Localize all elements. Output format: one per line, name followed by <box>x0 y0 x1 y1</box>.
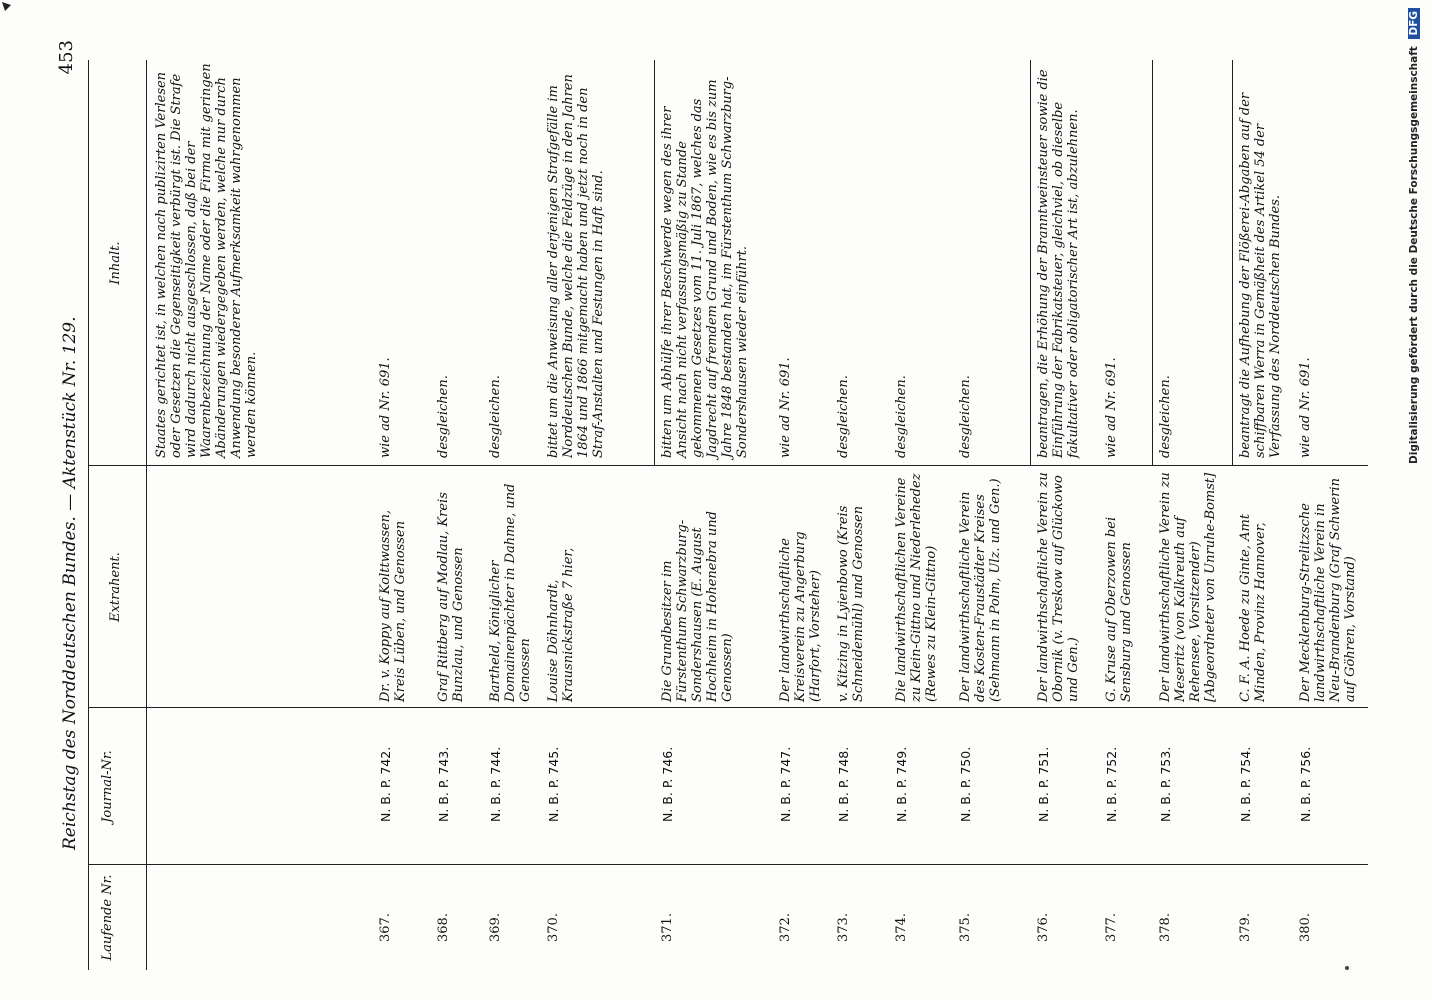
row-journal-nr: N. B. P. 751. <box>1036 746 1051 822</box>
watermark-strip <box>1408 8 1426 998</box>
row-extrahent: Die landwirthschaftlichen Vereine zu Klein-Gittno und Niederlehedez (Rewes zu Klein-Gittno) <box>894 473 939 702</box>
row-inhalt-verb: wie ad Nr. 691. <box>378 357 393 458</box>
row-number: 368. <box>436 913 451 942</box>
row-inhalt-text: um Abhülfe ihrer Beschwerde wegen des ihrer Ansicht nach nicht verfassungsmäßig zu Stande gekommenen Gesetzes vom 11. Juli 1867, welches das Jagdrecht auf fremdem Grund und Boden, wie es bis zum Jahre 1848 bestanden hat, im Fürstenthum Schwarzburg-Sondershausen wieder einführt. <box>660 76 750 458</box>
row-inhalt-verb: wie ad Nr. 691. <box>1298 357 1313 458</box>
dfg-logo: DFG <box>1408 8 1420 39</box>
row-extrahent: Der Mecklenburg-Strelitzsche landwirthschaftliche Verein in Neu-Brandenburg (Graf Schwerin auf Göhren, Vorstand) <box>1298 478 1358 702</box>
row-extrahent: Der landwirthschaftliche Verein zu Meseritz (von Kalkreuth auf Rehensee, Vorsitzender) [Abgeordneter von Unruhe-Bomst] <box>1158 472 1218 702</box>
row-journal-nr: N. B. P. 749. <box>894 746 909 822</box>
row-rule <box>1030 60 1031 466</box>
row-number: 370. <box>546 913 561 942</box>
col-divider-1 <box>88 864 1368 865</box>
table-top-rule <box>88 60 89 970</box>
row-rule <box>1152 60 1153 466</box>
petition-table <box>88 60 1368 970</box>
row-inhalt-text: die Erhöhung der Branntweinsteuer sowie die Einführung der Fabrikatsteuer, gleichviel, ob dieselbe fakultativer oder obligatorischer Art ist, abzulehnen. <box>1036 69 1081 458</box>
row-inhalt-text: die Aufhebung der Flößerei-Abgaben auf der schiffbaren Werra in Gemäßheit des Artikel 54 der Verfassung des Norddeutschen Bundes. <box>1238 92 1283 458</box>
row-journal-nr: N. B. P. 742. <box>378 746 393 822</box>
page-header <box>56 40 86 940</box>
row-number: 380. <box>1298 913 1313 942</box>
row-journal-nr: N. B. P. 756. <box>1298 746 1313 822</box>
colhead-extrahent: Extrahent. <box>108 552 123 622</box>
row-inhalt <box>488 58 503 458</box>
colhead-journal-nr: Journal-Nr. <box>100 750 115 823</box>
row-inhalt-verb: beantragen, <box>1036 378 1051 458</box>
row-extrahent: Der landwirthschaftliche Kreisverein zu Angerburg (Harfort, Vorsteher) <box>778 531 823 702</box>
row-inhalt <box>778 58 793 458</box>
row-inhalt <box>1036 58 1081 458</box>
row-extrahent: Die Grundbesitzer im Fürstenthum Schwarzburg-Sondershausen (E. August Hochheim in Hohenebra und Genossen) <box>660 511 735 702</box>
row-journal-nr: N. B. P. 746. <box>660 746 675 822</box>
row-extrahent: Der landwirthschaftliche Verein des Kosten-Fraustädter Kreises (Sehmann in Polm, Ulz. und Gen.) <box>958 478 1003 702</box>
row-inhalt-verb: desgleichen. <box>436 375 451 458</box>
row-extrahent: Der landwirthschaftliche Verein zu Obornik (v. Treskow auf Glückowo und Gen.) <box>1036 472 1081 702</box>
row-inhalt <box>1298 58 1313 458</box>
row-journal-nr: N. B. P. 750. <box>958 746 973 822</box>
row-journal-nr: N. B. P. 754. <box>1238 746 1253 822</box>
row-number: 371. <box>660 913 675 942</box>
row-journal-nr: N. B. P. 745. <box>546 746 561 822</box>
row-extrahent: C. F. A. Hoede zu Ginte, Amt Minden, Provinz Hannover, <box>1238 513 1268 702</box>
colhead-inhalt: Inhalt. <box>108 241 123 285</box>
row-extrahent: Bartheld, Königlicher Domainenpächter in Dahme, und Genossen <box>488 483 533 702</box>
row-inhalt <box>894 58 909 458</box>
row-inhalt-verb: bittet <box>546 422 561 458</box>
row-rule <box>654 60 655 466</box>
row-journal-nr: N. B. P. 744. <box>488 746 503 822</box>
row-inhalt-verb: beantragt <box>1238 393 1253 458</box>
row-journal-nr: N. B. P. 743. <box>436 746 451 822</box>
row-extrahent: Dr. v. Koppy auf Kolttwassen, Kreis Lüben, und Genossen <box>378 509 408 702</box>
colhead-laufende-nr: Laufende Nr. <box>100 874 115 961</box>
row-inhalt <box>958 58 973 458</box>
row-number: 376. <box>1036 913 1051 942</box>
row-inhalt-verb: desgleichen. <box>1158 375 1173 458</box>
row-inhalt-verb: bitten <box>660 419 675 458</box>
row-extrahent: Graf Rittberg auf Modlau, Kreis Bunzlau, und Genossen <box>436 492 466 702</box>
row-inhalt-verb: desgleichen. <box>836 375 851 458</box>
row-number: 367. <box>378 913 393 942</box>
row-inhalt-verb: wie ad Nr. 691. <box>1104 357 1119 458</box>
row-inhalt <box>436 58 451 458</box>
page-number: 453 <box>56 40 77 75</box>
watermark-text <box>1408 8 1426 998</box>
row-journal-nr: N. B. P. 753. <box>1158 746 1173 822</box>
row-inhalt <box>546 58 606 458</box>
watermark-caption: Digitalisierung gefördert durch die Deutsche Forschungsgemeinschaft <box>1408 46 1420 464</box>
continuation-text: Staates gerichtet ist, in welchen nach publizirten Verlesen oder Gesetzen die Gegenseitigkeit verbürgt ist. Die Strafe wird dadurch nicht ausgeschlossen, daß bei der Waarenbezeichnung der Name oder die Firma mit geringen Abänderungen wiedergegeben werden, welche nur durch Anwendung besonderer Aufmerksamkeit wahrgenommen werden können. <box>154 63 259 458</box>
row-number: 375. <box>958 913 973 942</box>
row-extrahent: v. Kitzing in Lyienbowo (Kreis Schneidemühl) und Genossen <box>836 505 866 702</box>
row-inhalt-verb: desgleichen. <box>488 375 503 458</box>
row-journal-nr: N. B. P. 747. <box>778 746 793 822</box>
row-inhalt-verb: wie ad Nr. 691. <box>778 357 793 458</box>
row-extrahent: Louise Döhnhardt, Krausnickstraße 7 hier, <box>546 547 576 702</box>
row-number: 379. <box>1238 913 1253 942</box>
row-inhalt <box>836 58 851 458</box>
row-inhalt <box>660 58 750 458</box>
col-divider-2 <box>88 707 1368 708</box>
row-journal-nr: N. B. P. 748. <box>836 746 851 822</box>
row-number: 374. <box>894 913 909 942</box>
page-title: Reichstag des Norddeutschen Bundes. — Aktenstück Nr. 129. <box>60 316 80 850</box>
row-extrahent: G. Kruse auf Oberzowen bei Sensburg und Genossen <box>1104 516 1134 702</box>
row-journal-nr: N. B. P. 752. <box>1104 746 1119 822</box>
row-number: 377. <box>1104 913 1119 942</box>
row-number: 373. <box>836 913 851 942</box>
header-bottom-rule <box>146 60 147 970</box>
row-number: 378. <box>1158 913 1173 942</box>
row-number: 369. <box>488 913 503 942</box>
col-divider-3 <box>88 465 1368 466</box>
row-inhalt-verb: desgleichen. <box>894 375 909 458</box>
row-rule <box>1232 60 1233 466</box>
row-inhalt <box>1158 58 1173 458</box>
row-inhalt-verb: desgleichen. <box>958 375 973 458</box>
row-inhalt <box>1238 58 1283 458</box>
row-inhalt <box>378 58 393 458</box>
row-number: 372. <box>778 913 793 942</box>
row-inhalt <box>1104 58 1119 458</box>
row-inhalt-text: um die Anweisung aller derjenigen Strafgefälle im Norddeutschen Bunde, welche die Feldzüge in den Jahren 1864 und 1866 mitgemacht haben und jetzt noch in den Straf-Anstalten und Festungen in Haft sind. <box>546 74 606 458</box>
